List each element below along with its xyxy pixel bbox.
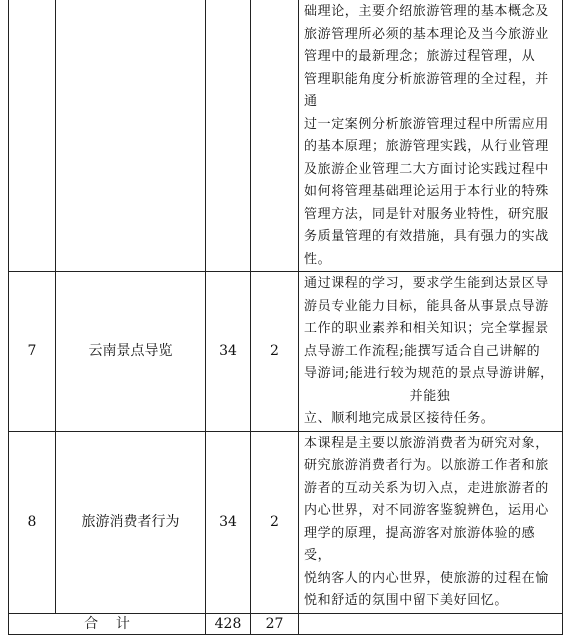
course-credits: [251, 0, 299, 272]
course-hours: 34: [206, 431, 251, 613]
course-description: 础理论，主要介绍旅游管理的基本概念及 旅游管理所必须的基本理论及当今旅游业 管理中的最新理念；旅游过程管理，从 管理职能角度分析旅游管理的全过程，并通 过一定案例分析旅游管理过程中所需应用 的基本原理；旅游管理实践，从行业管理 及旅游企业管理二大方面讨论实践过程中 如何将管理基础理论运用于本行业的特殊 管理方法，同是针对服务业特性，研究服 务质量管理的有效措施，具有强力的实战 性。: [299, 0, 563, 272]
total-credits: 27: [251, 613, 299, 634]
course-name: 旅游消费者行为: [56, 431, 206, 613]
course-number: 7: [9, 272, 56, 432]
table-row: [9, 431, 563, 613]
course-table: [8, 0, 563, 635]
total-row: [9, 613, 563, 634]
course-number: [9, 0, 56, 272]
table-row: [9, 272, 563, 432]
course-credits: 2: [251, 431, 299, 613]
course-description: 本课程是主要以旅游消费者为研究对象， 研究旅游消费者行为。以旅游工作者和旅 游者的互动关系为切入点，走进旅游者的 内心世界，对不同游客鉴貌辨色，运用心 理学的原理，提高游客对旅游体验的感受， 悦纳客人的内心世界，使旅游的过程在愉 悦和舒适的氛围中留下美好回忆。: [299, 431, 563, 613]
course-hours: [206, 0, 251, 272]
course-name: 云南景点导览: [56, 272, 206, 432]
course-hours: 34: [206, 272, 251, 432]
course-number: 8: [9, 431, 56, 613]
course-name: [56, 0, 206, 272]
course-credits: 2: [251, 272, 299, 432]
total-description: [299, 613, 563, 634]
course-table-region: [8, 0, 562, 632]
table-row: [9, 0, 563, 272]
course-description: 通过课程的学习，要求学生能到达景区导 游员专业能力目标，能具备从事景点导游 工作的职业素养和相关知识；完全掌握景 点导游工作流程;能撰写适合自己讲解的 导游词;能进行较为规范的景点导游讲解， 并能独 立、顺利地完成景区接待任务。: [299, 272, 563, 432]
total-label: 合 计: [9, 613, 206, 634]
total-hours: 428: [206, 613, 251, 634]
